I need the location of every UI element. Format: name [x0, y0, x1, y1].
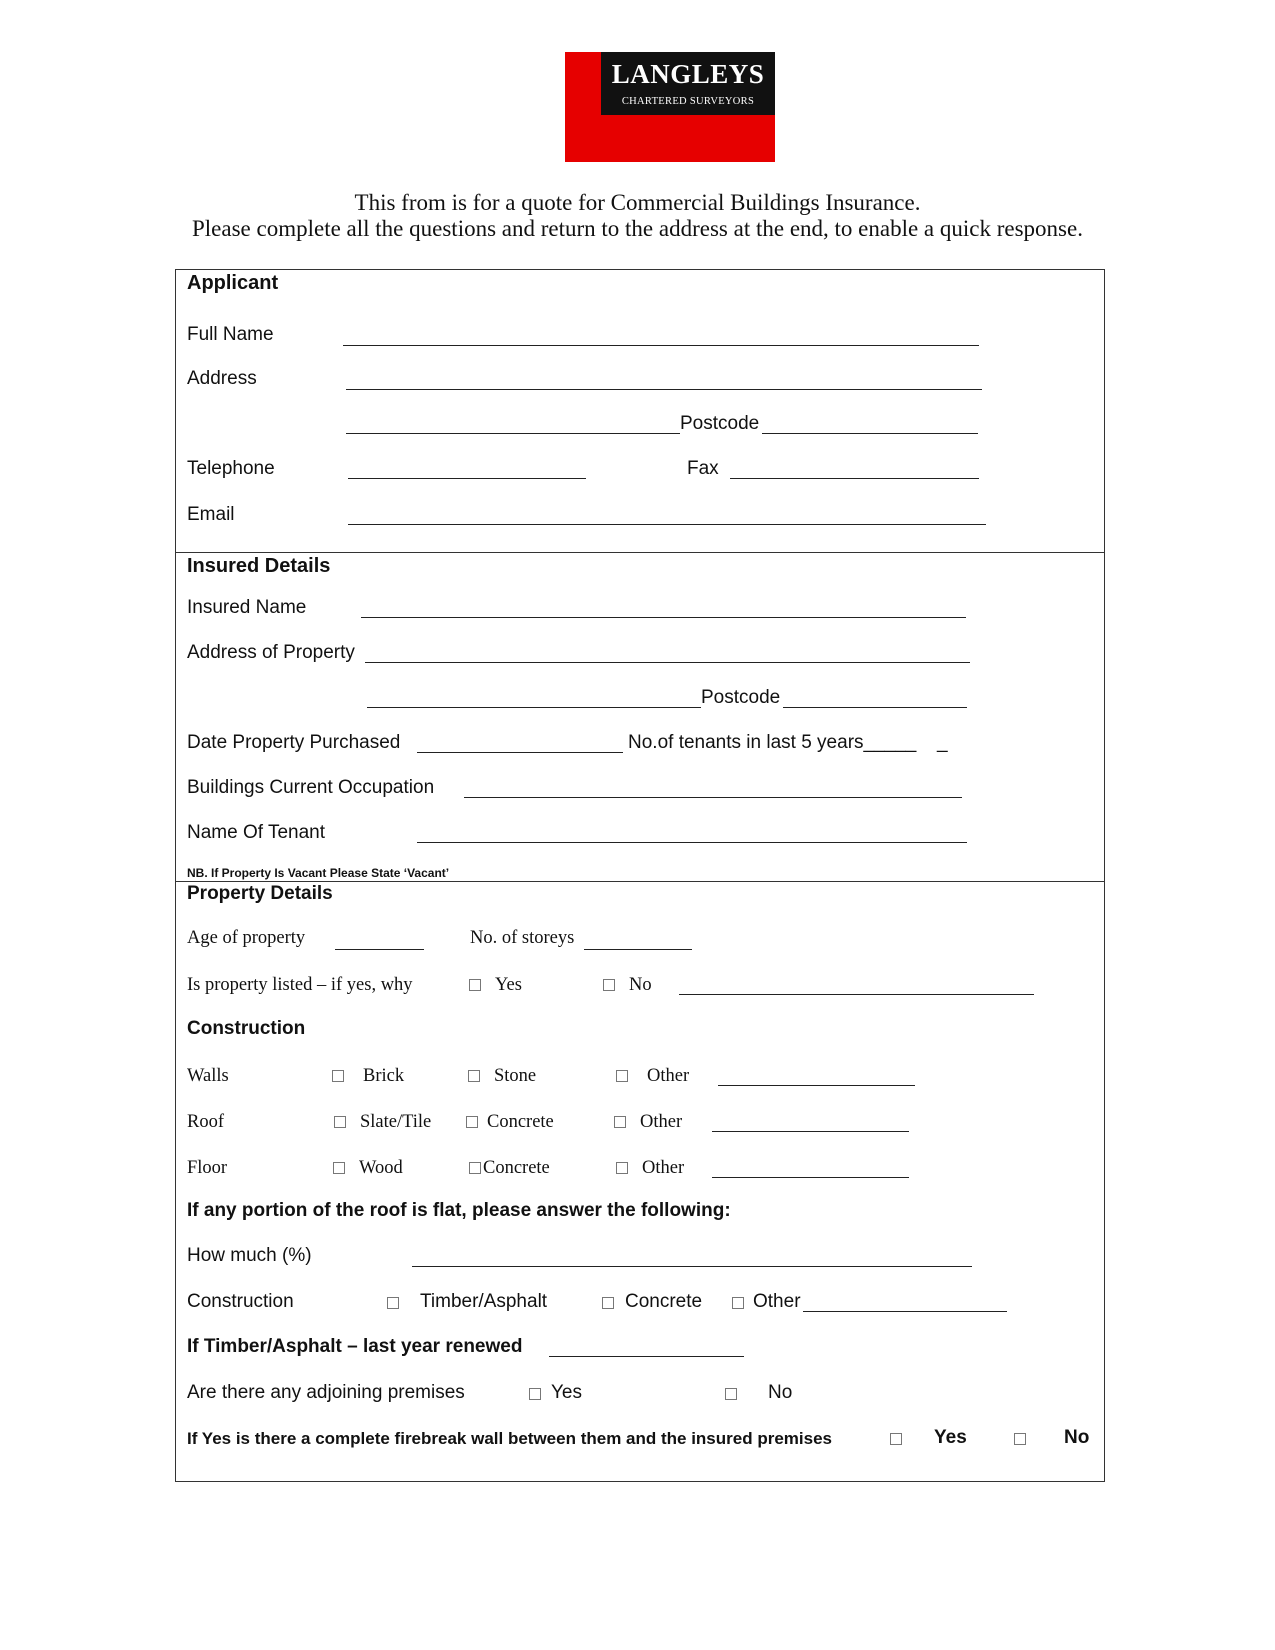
listed-yes-checkbox[interactable] [469, 979, 481, 991]
flat-concrete-label: Concrete [625, 1291, 703, 1312]
tenants-label: No.of tenants in last 5 years_____ [628, 732, 917, 753]
floor-concrete-label: Concrete [483, 1158, 550, 1178]
tenants-field-mark: _ [937, 732, 948, 753]
property-age-label: Age of property [187, 928, 306, 948]
roof-slate-checkbox[interactable] [334, 1116, 346, 1128]
flat-concrete-checkbox[interactable] [602, 1297, 614, 1309]
timber-renewed-label: If Timber/Asphalt – last year renewed [187, 1336, 523, 1357]
section-divider-1 [175, 552, 1105, 553]
walls-label: Walls [187, 1066, 229, 1086]
property-details-heading: Property Details [187, 883, 333, 904]
floor-concrete-checkbox[interactable] [469, 1162, 481, 1174]
floor-other-field[interactable] [712, 1177, 909, 1178]
storeys-label: No. of storeys [470, 928, 575, 948]
property-age-field[interactable] [335, 949, 424, 950]
walls-brick-checkbox[interactable] [332, 1070, 344, 1082]
firebreak-no-label: No [1064, 1427, 1090, 1448]
applicant-postcode-field[interactable] [762, 433, 978, 434]
address-label: Address [187, 368, 257, 389]
floor-label: Floor [187, 1158, 228, 1178]
fax-field[interactable] [730, 478, 979, 479]
flat-timber-label: Timber/Asphalt [420, 1291, 548, 1312]
adjoining-label: Are there any adjoining premises [187, 1382, 465, 1403]
flat-construction-label: Construction [187, 1291, 294, 1312]
applicant-postcode-label: Postcode [680, 413, 760, 434]
roof-slate-label: Slate/Tile [360, 1112, 432, 1132]
firebreak-label: If Yes is there a complete firebreak wall between them and the insured premises [187, 1429, 832, 1448]
intro-line-1: This from is for a quote for Commercial Buildings Insurance. [354, 190, 921, 215]
address-field[interactable] [346, 389, 982, 390]
adjoining-yes-checkbox[interactable] [529, 1388, 541, 1400]
roof-label: Roof [187, 1112, 224, 1132]
property-address-label: Address of Property [187, 642, 355, 663]
listed-yes-label: Yes [495, 975, 522, 995]
roof-concrete-label: Concrete [487, 1112, 554, 1132]
firebreak-yes-checkbox[interactable] [890, 1433, 902, 1445]
adjoining-yes-label: Yes [551, 1382, 582, 1403]
floor-other-label: Other [642, 1158, 685, 1178]
vacant-note: NB. If Property Is Vacant Please State ‘Vacant’ [187, 866, 450, 880]
property-address-field[interactable] [365, 662, 970, 663]
property-address-line-2-field[interactable] [367, 707, 701, 708]
listed-label: Is property listed – if yes, why [187, 975, 413, 995]
telephone-label: Telephone [187, 458, 275, 479]
listed-no-label: No [629, 975, 652, 995]
fax-label: Fax [687, 458, 719, 479]
flat-other-field[interactable] [803, 1311, 1007, 1312]
current-occupation-field[interactable] [464, 797, 962, 798]
insured-name-field[interactable] [361, 617, 966, 618]
email-label: Email [187, 504, 235, 525]
walls-stone-label: Stone [494, 1066, 537, 1086]
logo-name: LANGLEYS [611, 59, 765, 89]
roof-other-checkbox[interactable] [614, 1116, 626, 1128]
walls-other-checkbox[interactable] [616, 1070, 628, 1082]
section-divider-2 [175, 881, 1105, 882]
walls-other-label: Other [647, 1066, 690, 1086]
roof-other-field[interactable] [712, 1131, 909, 1132]
listed-reason-field[interactable] [679, 994, 1034, 995]
insured-name-label: Insured Name [187, 597, 307, 618]
insured-details-heading: Insured Details [187, 555, 331, 577]
floor-wood-checkbox[interactable] [333, 1162, 345, 1174]
flat-other-checkbox[interactable] [732, 1297, 744, 1309]
how-much-field[interactable] [412, 1266, 972, 1267]
full-name-label: Full Name [187, 324, 274, 345]
walls-stone-checkbox[interactable] [468, 1070, 480, 1082]
current-occupation-label: Buildings Current Occupation [187, 777, 435, 798]
adjoining-no-checkbox[interactable] [725, 1388, 737, 1400]
how-much-label: How much (%) [187, 1245, 312, 1266]
applicant-heading: Applicant [187, 272, 279, 294]
telephone-field[interactable] [348, 478, 586, 479]
address-line-2-field[interactable] [346, 433, 680, 434]
roof-concrete-checkbox[interactable] [466, 1116, 478, 1128]
construction-heading: Construction [187, 1018, 306, 1039]
listed-no-checkbox[interactable] [603, 979, 615, 991]
storeys-field[interactable] [584, 949, 692, 950]
firebreak-no-checkbox[interactable] [1014, 1433, 1026, 1445]
adjoining-no-label: No [768, 1382, 793, 1403]
insured-postcode-field[interactable] [783, 707, 967, 708]
insured-postcode-label: Postcode [701, 687, 781, 708]
walls-other-field[interactable] [718, 1085, 915, 1086]
floor-wood-label: Wood [359, 1158, 403, 1178]
date-purchased-label: Date Property Purchased [187, 732, 401, 753]
logo-subtitle: CHARTERED SURVEYORS [621, 96, 755, 107]
intro-line-2: Please complete all the questions and return to the address at the end, to enable a quick response. [192, 216, 1083, 241]
floor-other-checkbox[interactable] [616, 1162, 628, 1174]
walls-brick-label: Brick [363, 1066, 405, 1086]
timber-renewed-field[interactable] [549, 1356, 744, 1357]
flat-roof-heading: If any portion of the roof is flat, please answer the following: [187, 1200, 731, 1221]
tenant-name-field[interactable] [417, 842, 967, 843]
flat-other-label: Other [753, 1291, 801, 1312]
firebreak-yes-label: Yes [934, 1427, 967, 1448]
tenant-name-label: Name Of Tenant [187, 822, 326, 843]
flat-timber-checkbox[interactable] [387, 1297, 399, 1309]
email-field[interactable] [348, 524, 986, 525]
roof-other-label: Other [640, 1112, 683, 1132]
date-purchased-field[interactable] [417, 752, 623, 753]
full-name-field[interactable] [343, 345, 979, 346]
